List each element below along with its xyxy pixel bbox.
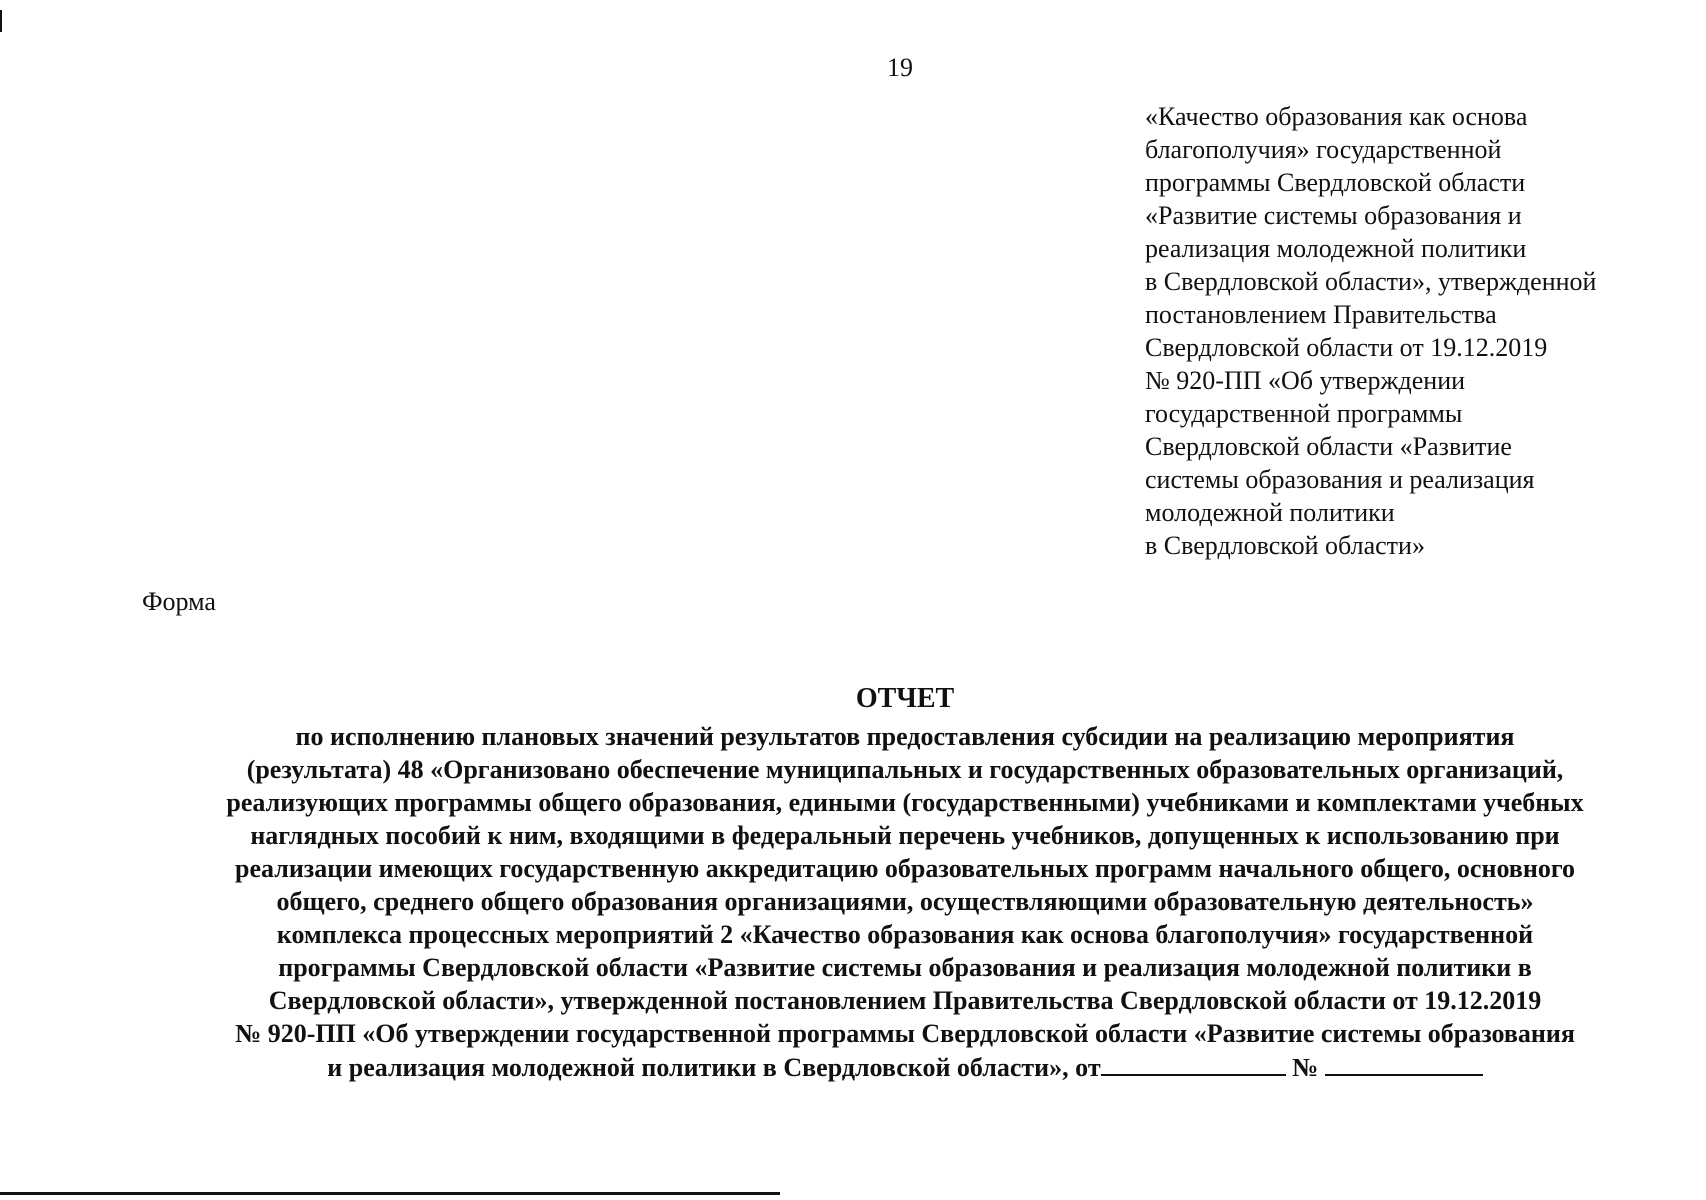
attachment-line: программы Свердловской области	[1145, 168, 1526, 197]
bottom-rule	[0, 1192, 780, 1195]
attachment-line: в Свердловской области», утвержденной	[1145, 267, 1597, 296]
attachment-line: «Развитие системы образования и	[1145, 201, 1522, 230]
report-line: по исполнению плановых значений результатов предоставления субсидии на реализацию мероприятия	[295, 722, 1515, 751]
report-line: программы Свердловской области «Развитие системы образования и реализация молодежной политики в	[278, 953, 1532, 982]
report-line: реализации имеющих государственную аккредитацию образовательных программ начального общего, основного	[235, 854, 1575, 883]
report-last-line-text: и реализация молодежной политики в Свердловской области», от	[327, 1053, 1101, 1082]
report-line: наглядных пособий к ним, входящими в федеральный перечень учебников, допущенных к использованию при	[250, 821, 1560, 850]
corner-mark	[0, 10, 2, 32]
attachment-line: Свердловской области «Развитие	[1145, 432, 1512, 461]
attachment-line: «Качество образования как основа	[1145, 102, 1528, 131]
number-sign: №	[1292, 1053, 1319, 1082]
report-title: ОТЧЕТ	[855, 683, 955, 714]
attachment-line: Свердловской области от 19.12.2019	[1145, 333, 1548, 362]
attachment-line: № 920-ПП «Об утверждении	[1145, 366, 1466, 395]
form-label: Форма	[142, 587, 216, 616]
attachment-line: государственной программы	[1145, 399, 1463, 428]
report-line: комплекса процессных мероприятий 2 «Качество образования как основа благополучия» государственной	[276, 920, 1534, 949]
attachment-line: в Свердловской области»	[1145, 531, 1425, 560]
attachment-line: молодежной политики	[1145, 498, 1395, 527]
date-blank-field	[1101, 1050, 1286, 1076]
report-line: Свердловской области», утвержденной постановлением Правительства Свердловской области от 19.12.2019	[268, 986, 1542, 1015]
attachment-line: реализация молодежной политики	[1145, 234, 1527, 263]
report-description	[130, 720, 1680, 1084]
report-line: общего, среднего общего образования организациями, осуществляющими образовательную деятельность»	[276, 887, 1534, 916]
report-line: реализующих программы общего образования, едиными (государственными) учебниками и комплектами учебных	[226, 788, 1584, 817]
number-blank-field	[1325, 1050, 1483, 1076]
report-line: № 920-ПП «Об утверждении государственной программы Свердловской области «Развитие системы образования	[235, 1019, 1575, 1048]
attachment-line: системы образования и реализация	[1145, 465, 1535, 494]
page-number: 19	[887, 53, 913, 82]
attachment-line: постановлением Правительства	[1145, 300, 1497, 329]
report-line: (результата) 48 «Организовано обеспечение муниципальных и государственных образовательных организаций,	[246, 755, 1564, 784]
report-last-line	[130, 1050, 1680, 1084]
attachment-reference-block	[1145, 100, 1685, 562]
attachment-line: благополучия» государственной	[1145, 135, 1502, 164]
